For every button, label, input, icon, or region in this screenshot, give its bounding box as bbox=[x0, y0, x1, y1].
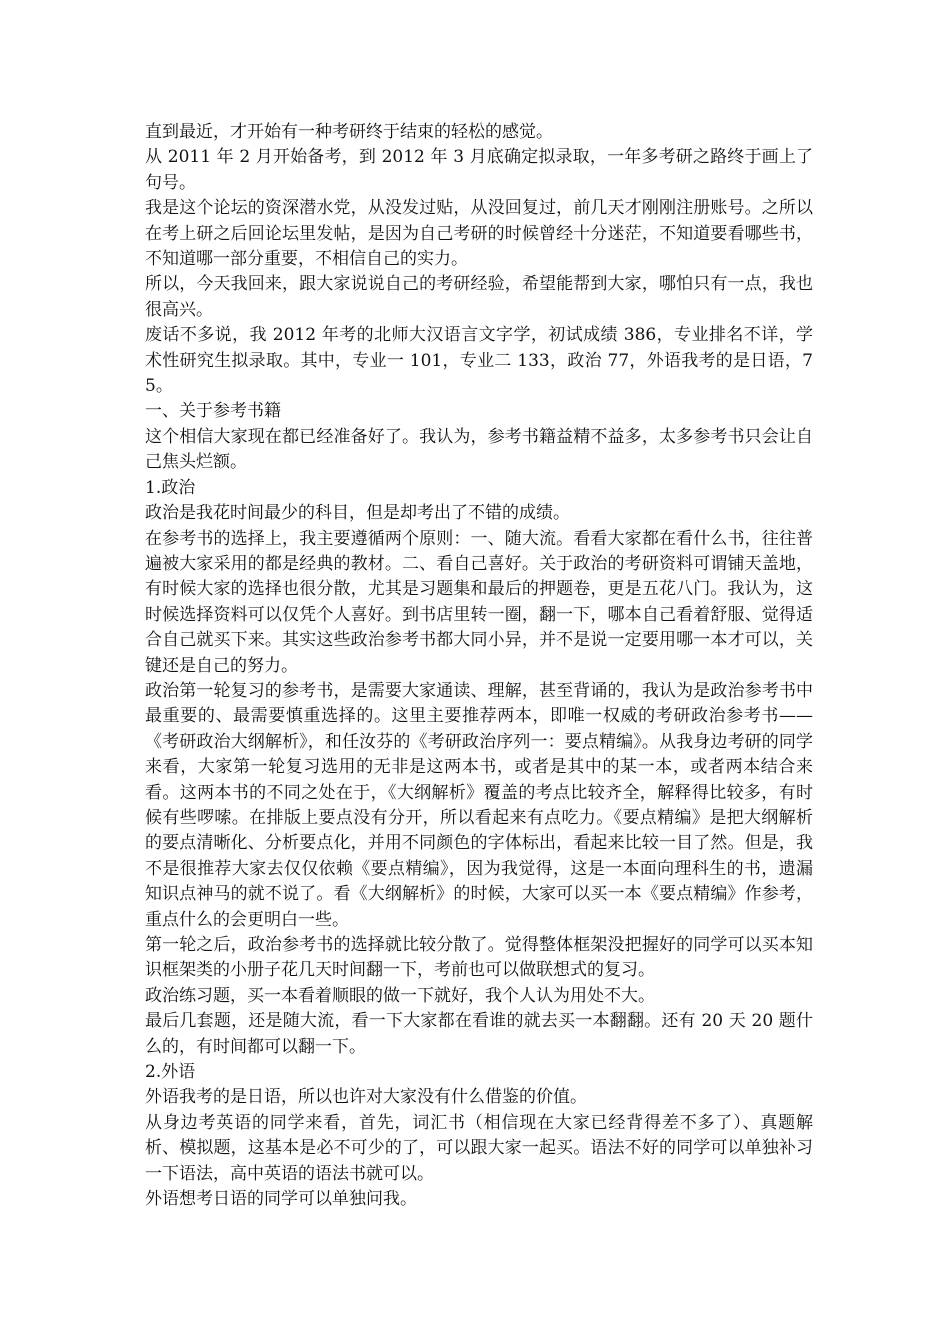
paragraph-politics-summary: 政治是我花时间最少的科目，但是却考出了不错的成绩。 bbox=[145, 503, 570, 524]
paragraph-politics-principles: 在参考书的选择上，我主要遵循两个原则：一、随大流。看看大家都在看什么书，往往普遍被大家采用的都是经典的教材。二、看自己喜好。关于政治的考研资料可谓铺天盖地，有时候大家的选择也很分散，尤其是习题集和最后的押题卷，更是五花八门。我认为，这时候选择资料可以仅凭个人喜好。到书店里转一圈，翻一下，哪本自己看着舒服、觉得适合自己就买下来。其实这些政治参考书都大同小异，并不是说一定要用哪一本才可以，关键还是自己的努力。 bbox=[145, 528, 813, 676]
paragraph-scores: 废话不多说，我 2012 年考的北师大汉语言文字学，初试成绩 386，专业排名不详，学术性研究生拟录取。其中，专业一 101，专业二 133，政治 77，外语我考的是日语，75。 bbox=[145, 325, 813, 397]
section-heading-books: 一、关于参考书籍 bbox=[145, 401, 281, 422]
paragraph-intro-feeling: 直到最近，才开始有一种考研终于结束的轻松的感觉。 bbox=[145, 122, 553, 142]
paragraph-politics-first-round: 政治第一轮复习的参考书，是需要大家通读、理解，甚至背诵的，我认为是政治参考书中最重要的、最需要慎重选择的。这里主要推荐两本，即唯一权威的考研政治参考书——《考研政治大纲解析》，和任汝芬的《考研政治序列一：要点精编》。从我身边考研的同学来看，大家第一轮复习选用的无非是这两本书，或者是其中的某一本，或者两本结合来看。这两本书的不同之处在于，《大纲解析》覆盖的考点比较齐全，解释得比较多，有时候有些啰嗦。在排版上要点没有分开，所以看起来有点吃力。《要点精编》是把大纲解析的要点清晰化、分析要点化，并用不同颜色的字体标出，看起来比较一目了然。但是，我不是很推荐大家去仅仅依赖《要点精编》，因为我觉得，这是一本面向理科生的书，遗漏知识点神马的就不说了。看《大纲解析》的时候，大家可以买一本《要点精编》作参考，重点什么的会更明白一些。 bbox=[145, 680, 813, 930]
paragraph-politics-exercises: 政治练习题，买一本看着顺眼的做一下就好，我个人认为用处不大。 bbox=[145, 985, 655, 1006]
paragraph-books-intro: 这个相信大家现在都已经准备好了。我认为，参考书籍益精不益多，太多参考书只会让自己焦头烂额。 bbox=[145, 426, 813, 473]
subheading-politics: 1.政治 bbox=[145, 477, 196, 498]
document-body bbox=[145, 120, 813, 1212]
paragraph-politics-final-papers: 最后几套题，还是随大流，看一下大家都在看谁的就去买一本翻翻。还有 20 天 20 题什么的，有时间都可以翻一下。 bbox=[145, 1011, 813, 1057]
paragraph-lurker: 我是这个论坛的资深潜水党，从没发过贴，从没回复过，前几天才刚刚注册账号。之所以在考上研之后回论坛里发帖，是因为自己考研的时候曾经十分迷茫，不知道要看哪些书，不知道哪一部分重要，不相信自己的实力。 bbox=[145, 198, 813, 270]
paragraph-japanese-contact: 外语想考日语的同学可以单独问我。 bbox=[145, 1189, 417, 1210]
paragraph-timeline: 从 2011 年 2 月开始备考，到 2012 年 3 月底确定拟录取，一年多考研之路终于画上了句号。 bbox=[145, 147, 813, 193]
paragraph-japanese: 外语我考的是日语，所以也许对大家没有什么借鉴的价值。 bbox=[145, 1087, 587, 1108]
paragraph-english-advice: 从身边考英语的同学来看，首先，词汇书（相信现在大家已经背得差不多了）、真题解析、模拟题，这基本是必不可少的了，可以跟大家一起买。语法不好的同学可以单独补习一下语法，高中英语的语法书就可以。 bbox=[145, 1112, 813, 1184]
subheading-foreign-language: 2.外语 bbox=[145, 1062, 196, 1083]
paragraph-purpose: 所以，今天我回来，跟大家说说自己的考研经验，希望能帮到大家，哪怕只有一点，我也很高兴。 bbox=[145, 274, 813, 320]
paragraph-politics-after-first-round: 第一轮之后，政治参考书的选择就比较分散了。觉得整体框架没把握好的同学可以买本知识框架类的小册子花几天时间翻一下，考前也可以做联想式的复习。 bbox=[145, 935, 813, 981]
